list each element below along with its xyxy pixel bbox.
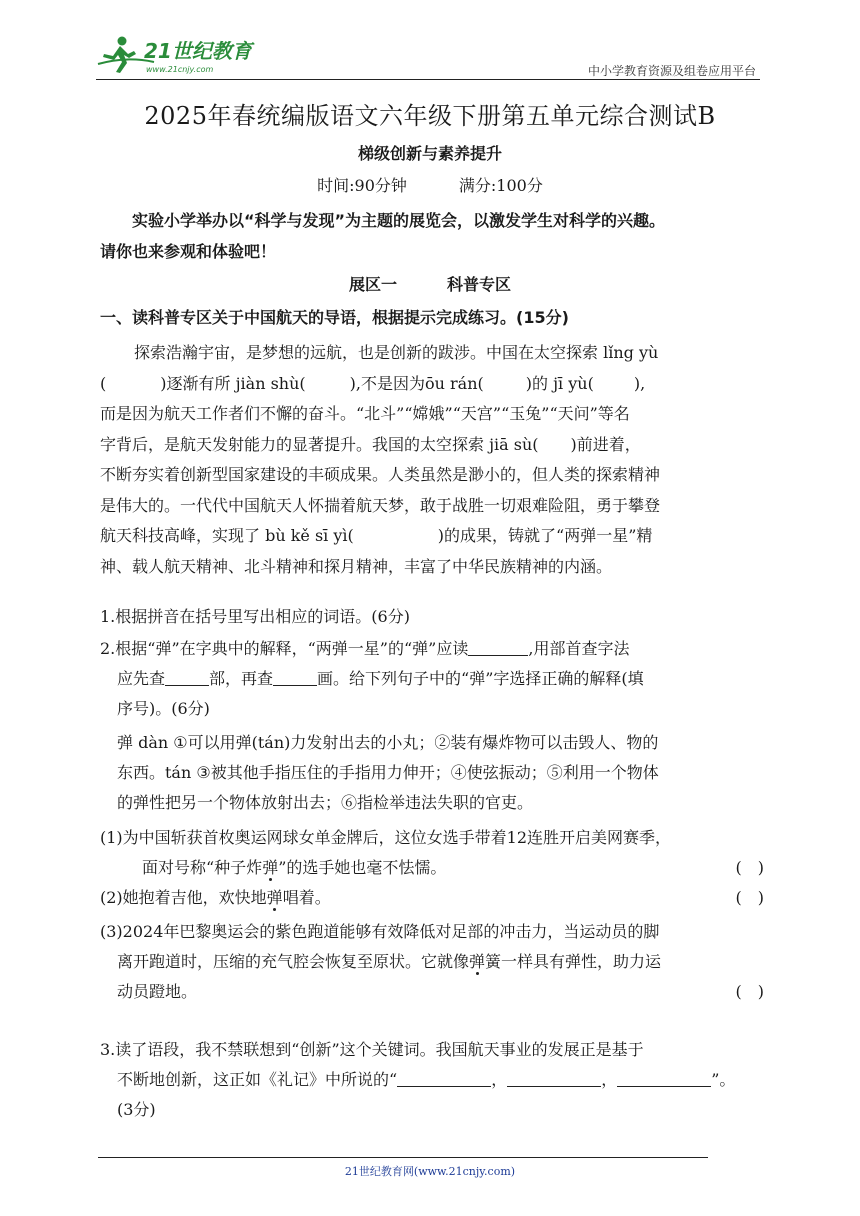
intro-line: 实验小学举办以“科学与发现”为主题的展览会，以激发学生对科学的兴趣。 [132,211,666,230]
definition-line: 的弹性把另一个物体放射出去；⑥指检举违法失职的官吏。 [117,793,534,812]
answer-blank[interactable] [468,637,528,656]
question-line: 2.根据“弹”在字典中的解释，“两弹一星”的“弹”应读 ,用部首查字法 [100,639,630,658]
site-logo[interactable] [96,34,256,78]
answer-blank[interactable] [617,1068,711,1087]
question-line: 应先查 部，再查 画。给下列句子中的“弹”字选择正确的解释(填 [117,669,644,688]
svg-text:www.21cnjy.com: www.21cnjy.com [146,65,214,74]
answer-blank[interactable] [273,667,317,686]
definition-line: 东西。tán ③被其他手指压住的手指用力伸开；④使弦振动；⑤利用一个物体 [117,763,659,782]
question-line: 3.读了语段，我不禁联想到“创新”这个关键词。我国航天事业的发展正是基于 [100,1040,644,1059]
exam-subtitle: 梯级创新与素养提升 [357,144,502,163]
answer-blank[interactable] [165,667,209,686]
answer-paren[interactable]: ( ) [735,888,764,907]
zone-title: 科普专区 [447,275,512,294]
page-footer[interactable]: 21世纪教育网(www.21cnjy.com) [344,1165,516,1178]
sentence-1: (1)为中国斩获首枚奥运网球女单金牌后，这位女选手带着12连胜开启美网赛季， [100,828,672,847]
question-line: (3分) [117,1100,156,1119]
passage-line: 是伟大的。一代代中国航天人怀揣着航天梦，敢于战胜一切艰难险阻，勇于攀登 [100,495,661,515]
exam-time: 时间:90分钟 [317,176,407,195]
exam-meta [0,173,860,196]
answer-blank[interactable] [397,1068,491,1087]
answer-paren[interactable]: ( ) [735,982,764,1001]
sentence-3-cont: 动员蹬地。 ( ) [100,977,764,1007]
zone-name: 展区一 [348,275,397,294]
emphasis-char: 弹 [266,888,283,907]
zone-heading [0,272,860,295]
question-line: 不断地创新，这正如《礼记》中所说的“ ， ， ”。 [117,1070,736,1089]
answer-blank[interactable] [507,1068,601,1087]
emphasis-char: 弹 [262,858,279,877]
question-2 [100,634,764,1007]
passage-line: 而是因为航天工作者们不懈的奋斗。“北斗”“嫦娥”“天宫”“玉兔”“天问”等名 [100,404,630,423]
sentence-2: (2)她抱着吉他，欢快地弹唱着。 ( ) [100,883,764,913]
header-divider [96,79,760,80]
definition-line: 弹 dàn ①可以用弹(tán)力发射出去的小丸；②装有爆炸物可以击毁人、物的 [117,733,659,752]
exam-score: 满分:100分 [458,176,543,195]
passage-line: ( )逐渐有所 jiàn shù( ),不是因为ōu rán( )的 jī yù( ), [100,373,646,393]
intro-line: 请你也来参观和体验吧！ [100,242,277,261]
passage-line: 字背后，是航天发射能力的显著提升。我国的太空探索 jiā sù( )前进着， [100,434,641,454]
passage-line: 航天科技高峰，实现了 bù kě sī yì( )的成果，铸就了“两弹一星”精 [100,526,653,545]
passage-line: 神、载人航天精神、北斗精神和探月精神，丰富了中华民族精神的内涵。 [100,556,613,576]
footer-divider [98,1157,708,1158]
question-1 [100,602,764,632]
section-heading: 一、读科普专区关于中国航天的导语，根据提示完成练习。(15分) [100,308,569,327]
sentence-3-cont: 离开跑道时，压缩的充气腔会恢复至原状。它就像弹簧一样具有弹性，助力运 [117,952,662,971]
exam-title: 2025年春统编版语文六年级下册第五单元综合测试B [144,102,716,130]
question-3 [100,1035,764,1125]
svg-text:21世纪教育: 21世纪教育 [144,39,252,63]
sentence-1-cont: 面对号称“种子炸弹”的选手她也毫不怯懦。 ( ) [100,853,764,883]
passage-line: 不断夯实着创新型国家建设的丰硕成果。人类虽然是渺小的，但人类的探索精神 [100,465,661,484]
page-header [96,32,760,80]
passage-line: 探索浩瀚宇宙，是梦想的远航，也是创新的跋涉。中国在太空探索 lǐng yù [134,343,659,362]
platform-tagline: 中小学教育资源及组卷应用平台 [587,64,756,78]
answer-paren[interactable]: ( ) [735,858,764,877]
question-text: 1.根据拼音在括号里写出相应的词语。(6分) [100,607,410,626]
sentence-3: (3)2024年巴黎奥运会的紫色跑道能够有效降低对足部的冲击力，当运动员的脚 [100,922,660,941]
reading-passage [100,338,764,582]
question-line: 序号)。(6分) [117,699,210,718]
exam-intro [100,205,764,267]
emphasis-char: 弹 [469,952,486,971]
